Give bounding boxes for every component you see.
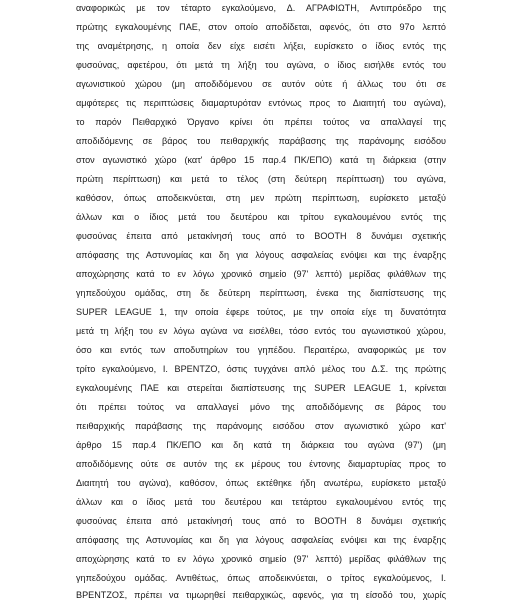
text-line: άρθρο 15 παρ.4 ΠΚ/ΕΠΟ και δη κατά τη διάρκεια του αγώνα (97') (μη [76, 440, 446, 450]
text-line: αποχώρησης κατά το εν λόγω χρονικό σημείο (97' λεπτό) μερίδας φιλάθλων της [76, 554, 446, 564]
text-line: μετά τη λήξη του εν λόγω αγώνα να εισέλθει, τόσο εντός του αγωνιστικού χώρου, [76, 326, 446, 336]
text-line: φυσούνας έπειτα από μετακίνησή τους από το BOOTH 8 δυνάμει σχετικής [76, 231, 446, 241]
text-line: φυσούνας έπειτα από μετακίνησή τους από το BOOTH 8 δυνάμει σχετικής [76, 516, 446, 526]
text-line: το παρόν Πειθαρχικό Όργανο κρίνει ότι πρέπει τούτος να απαλλαγεί της [76, 117, 446, 127]
text-line: πρώτη περίπτωση) και μετά το τέλος (στη δεύτερη περίπτωση) του αγώνα, [76, 174, 446, 184]
text-line: απόφασης της Αστυνομίας και δη για λόγους ασφαλείας ενόψει και της έναρξης [76, 535, 446, 545]
text-line: πρώτης εγκαλουμένης ΠΑΕ, στον οποίο αποδίδεται, αφενός, ότι στο 97ο λεπτό [76, 22, 446, 32]
text-line: ότι πρέπει τούτος να απαλλαγεί μόνο της αποδιδόμενης σε βάρος του [76, 402, 446, 412]
document-page [76, 0, 446, 600]
text-line: αμφότερες τις περιπτώσεις διαμαρτυρόταν εντόνως προς το Διαιτητή του αγώνα), [76, 98, 446, 108]
text-line: εγκαλουμένης ΠΑΕ και στερείται διαπίστευσης της SUPER LEAGUE 1, κρίνεται [76, 383, 446, 393]
text-line: στον αγωνιστικό χώρο (κατ' άρθρο 15 παρ.4 ΠΚ/ΕΠΟ) κατά τη διάρκεια (στην [76, 155, 446, 165]
text-line: της αναμέτρησης, η οποία δεν είχε εισέτι λήξει, ευρίσκετο ο ίδιος εντός της [76, 41, 446, 51]
text-line: ΒΡΕΝΤΖΟΣ, πρέπει να τιμωρηθεί πειθαρχικώς, αφενός, για τη είσοδό του, χωρίς [76, 590, 446, 600]
text-line: γηπεδούχου ομάδας. Αντιθέτως, όπως αποδεικνύεται, ο τρίτος εγκαλούμενος, Ι. [76, 573, 446, 583]
text-line: αγωνιστικού χώρου (μη αποδιδόμενου σε αυτόν ούτε ή άλλως του ότι σε [76, 79, 446, 89]
text-line: πειθαρχικής παράβασης της παράνομης εισόδου στον αγωνιστικό χώρο κατ' [76, 421, 446, 431]
text-line: άλλων και ο ίδιος μετά του δευτέρου και τετάρτου εγκαλουμένου εντός της [76, 497, 446, 507]
text-line: αναφορικώς με τον τέταρτο εγκαλούμενο, Δ. ΑΓΡΑΦΙΩΤΗ, Αντιπρόεδρο της [76, 3, 446, 13]
text-line: άλλων και ο ίδιος μετά του δευτέρου και τρίτου εγκαλουμένου εντός της [76, 212, 446, 222]
text-line: SUPER LEAGUE 1, την οποία έφερε τούτος, με την οποία είχε τη δυνατότητα [76, 307, 446, 317]
text-line: αποδιδόμενης ούτε σε αυτόν της εκ μέρους του έντονης διαμαρτυρίας προς το [76, 459, 446, 469]
text-line: αποδιδόμενης σε βάρος του πειθαρχικής παράβασης της παράνομης εισόδου [76, 136, 446, 146]
text-line: καθόσον, όπως αποδεικνύεται, στη μεν πρώτη περίπτωση, ευρίσκετο μεταξύ [76, 193, 446, 203]
text-line: Διαιτητή του αγώνα), καθόσον, όπως εκτέθηκε ήδη ανωτέρω, ευρίσκετο μεταξύ [76, 478, 446, 488]
text-line: απόφασης της Αστυνομίας και δη για λόγους ασφαλείας ενόψει και της έναρξης [76, 250, 446, 260]
text-line: τρίτο εγκαλούμενο, Ι. ΒΡΕΝΤΖΟ, όστις τυγχάνει απλό μέλος του Δ.Σ. της πρώτης [76, 364, 446, 374]
text-line: όσο και εντός των αποδυτηρίων του γηπέδου. Περαιτέρω, αναφορικώς με τον [76, 345, 446, 355]
text-line: γηπεδούχου ομάδας, στη δε δεύτερη περίπτωση, ένεκα της διαπίστευσης της [76, 288, 446, 298]
text-line: αποχώρησης κατά το εν λόγω χρονικό σημείο (97' λεπτό) μερίδας φιλάθλων της [76, 269, 446, 279]
text-line: φυσούνας, αφετέρου, ότι μετά τη λήξη του αγώνα, ο ίδιος εισήλθε εντός του [76, 60, 446, 70]
